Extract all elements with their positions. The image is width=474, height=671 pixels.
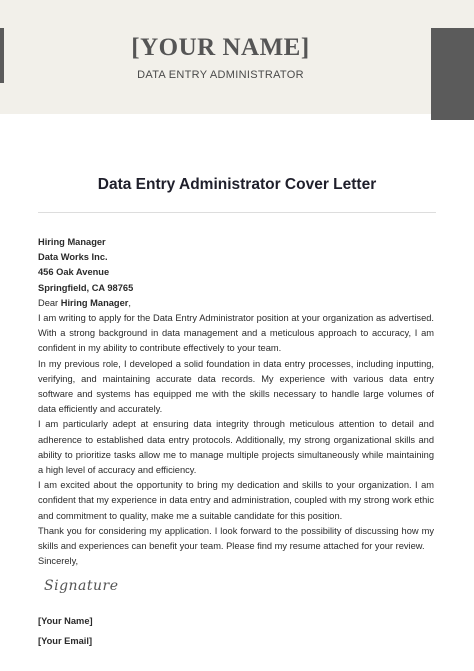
signature: Signature — [44, 578, 119, 594]
paragraph-2: In my previous role, I developed a solid foundation in data entry processes, including inputting, verifying, and maintaining accurate data records. My experience with various data entry software and systems has equipped me with the skills necessary to handle large volumes of data efficiently and accurately. — [38, 358, 434, 415]
salutation-suffix: , — [128, 297, 131, 308]
letter-body — [38, 235, 434, 569]
recipient-street: 456 Oak Avenue — [38, 267, 110, 278]
salutation-prefix: Dear — [38, 297, 61, 308]
paragraph-4: I am excited about the opportunity to bring my dedication and skills to your organization. I am confident that my experience in data entry and administration, coupled with my strong work ethic and commitment to quality, make me a suitable candidate for this position. — [38, 480, 434, 521]
recipient-company: Data Works Inc. — [38, 252, 108, 263]
paragraph-3: I am particularly adept at ensuring data integrity through meticulous attention to detail and adherence to established data entry protocols. Additionally, my strong organizational skills and ability to prioritize tasks allow me to manage multiple projects simultaneously while maintaining a high level of accuracy and efficiency. — [38, 419, 434, 476]
salutation-name: Hiring Manager — [60, 297, 129, 308]
recipient-name: Hiring Manager — [38, 237, 106, 247]
closing: Sincerely, — [38, 556, 79, 567]
paragraph-1: I am writing to apply for the Data Entry Administrator position at your organization as advertised. With a strong background in data management and a meticulous approach to accuracy, I am confident in my ability to contribute effectively to your team. — [38, 313, 434, 354]
salutation — [38, 296, 434, 311]
footer-email: [Your Email] — [38, 636, 93, 646]
applicant-role: DATA ENTRY ADMINISTRATOR — [137, 69, 304, 81]
paragraph-5: Thank you for considering my application. I look forward to the possibility of discussing how my skills and experiences can benefit your team. Please find my resume attached for your review. — [38, 525, 434, 552]
title-divider — [38, 212, 436, 213]
recipient-city: Springfield, CA 98765 — [38, 282, 134, 293]
applicant-name: [YOUR NAME] — [131, 34, 310, 61]
footer-name: [Your Name] — [38, 616, 93, 626]
document-title: Data Entry Administrator Cover Letter — [97, 176, 377, 193]
